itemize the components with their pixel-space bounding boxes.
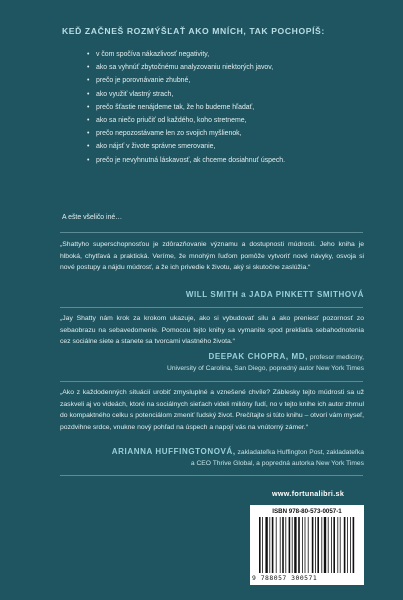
bullet-dot-icon: •: [87, 51, 90, 58]
bullet-item: • v čom spočíva nákazlivosť negativity,: [96, 48, 285, 61]
bullet-item: • ako sa niečo priučiť od každého, koho stretneme,: [96, 114, 285, 127]
isbn-text: ISBN 978-80-573-0057-1: [272, 508, 342, 515]
bullet-item: • ako sa vyhnúť zbytočnému analyzovaniu niektorých javov,: [96, 61, 285, 74]
quote-text: „Shattyho superschopnosťou je zdôrazňovanie významu a dostupnosti múdrosti. Jeho kniha je hlboká, chytľavá a praktická. Veríme, že mnohým ľuďom pomôže vytvoriť nové návyky, osvoja si nové postupy a nájdu múdrosť, a že ich privedie k životu, aký si skutočne zaslúžia.“: [60, 241, 364, 272]
bullet-item: • ako využiť vlastný strach,: [96, 88, 285, 101]
divider: [60, 307, 363, 308]
barcode-digits: 9 788057 300571: [252, 574, 318, 582]
quote-author-role: a CEO Thrive Global, a popredná autorka New York Times: [190, 460, 364, 468]
quote-smith: [60, 239, 364, 274]
quote-text: „Ako z každodenných situácií urobiť zmysluplné a vznešené chvíle? Záblesky tejto múdrosti sa už zaskveli aj vo videách, ktoré na sociálnych sieťach videli milióny ľudí, no v tejto knihe ich autor zhrnul do kompaktného celku s potenciálom zmeniť ľudský život. Prečítajte si túto knihu – otvorí vám myseľ, pozdvihne srdce, vnukne nový pohľad na úspech a napojí vás na vnútorný zámer.“: [60, 389, 364, 431]
bullet-item: • prečo je porovnávanie zhubné,: [96, 74, 285, 87]
divider: [60, 232, 363, 233]
quote-chopra: [60, 313, 364, 348]
divider: [60, 475, 363, 476]
quote-attribution: [112, 446, 364, 470]
bullet-dot-icon: •: [87, 90, 90, 98]
barcode: [250, 505, 364, 585]
quote-author-role: University of Carolina, San Diego, popredný autor New York Times: [166, 365, 364, 373]
quote-author-role: profesor mediciny,: [308, 354, 364, 361]
quote-text: „Jay Shatty nám krok za krokom ukazuje, ako si vybudovať silu a ako preniesť pozornosť zo sebaobrazu na sebavedomenie. Pomocou tejto knihy sa vymanite spod prekliatia sebahodnotenia cez sociálne siete a stanete sa tvorcami vlastného života.“: [60, 315, 364, 346]
quote-author-role: zakladateľka Huffington Post, zakladateľka: [235, 449, 364, 456]
bullet-dot-icon: •: [87, 103, 90, 111]
quote-author: WILL SMITH a JADA PINKETT SMITHOVÁ: [185, 290, 364, 299]
bullet-dot-icon: •: [87, 143, 90, 151]
bullet-dot-icon: •: [87, 64, 90, 72]
bullet-item: • ako nájsť v živote správne smerovanie,: [96, 140, 285, 153]
divider: [60, 381, 363, 382]
quote-attribution: [167, 351, 364, 375]
bullet-list: [87, 48, 286, 167]
bullet-dot-icon: •: [87, 130, 90, 138]
quote-author: ARIANNA HUFFINGTONOVÁ,: [111, 447, 236, 456]
bullet-dot-icon: •: [87, 156, 90, 164]
bullet-dot-icon: •: [87, 77, 90, 85]
bullet-dot-icon: •: [87, 117, 90, 125]
publisher-url[interactable]: www.fortunalibri.sk: [272, 489, 345, 498]
and-more-text: A ešte všeličo iné…: [62, 214, 123, 221]
intro-heading: KEĎ ZAČNEŠ ROZMÝŠĽAŤ AKO MNÍCH, TAK POCHOPÍŠ:: [62, 26, 325, 36]
quote-author: DEEPAK CHOPRA, MD,: [208, 352, 308, 361]
quote-huffington: [60, 387, 364, 433]
quote-attribution: [186, 289, 364, 301]
bullet-item: • prečo nepozostávame len zo svojich myšlienok,: [96, 127, 285, 140]
bullet-item: • prečo šťastie nenájdeme tak, že ho budeme hľadať,: [96, 101, 285, 114]
barcode-bars-icon: [259, 517, 357, 573]
bullet-item: • prečo je nevyhnutná láskavosť, ak chceme dosiahnuť úspech.: [96, 154, 285, 167]
